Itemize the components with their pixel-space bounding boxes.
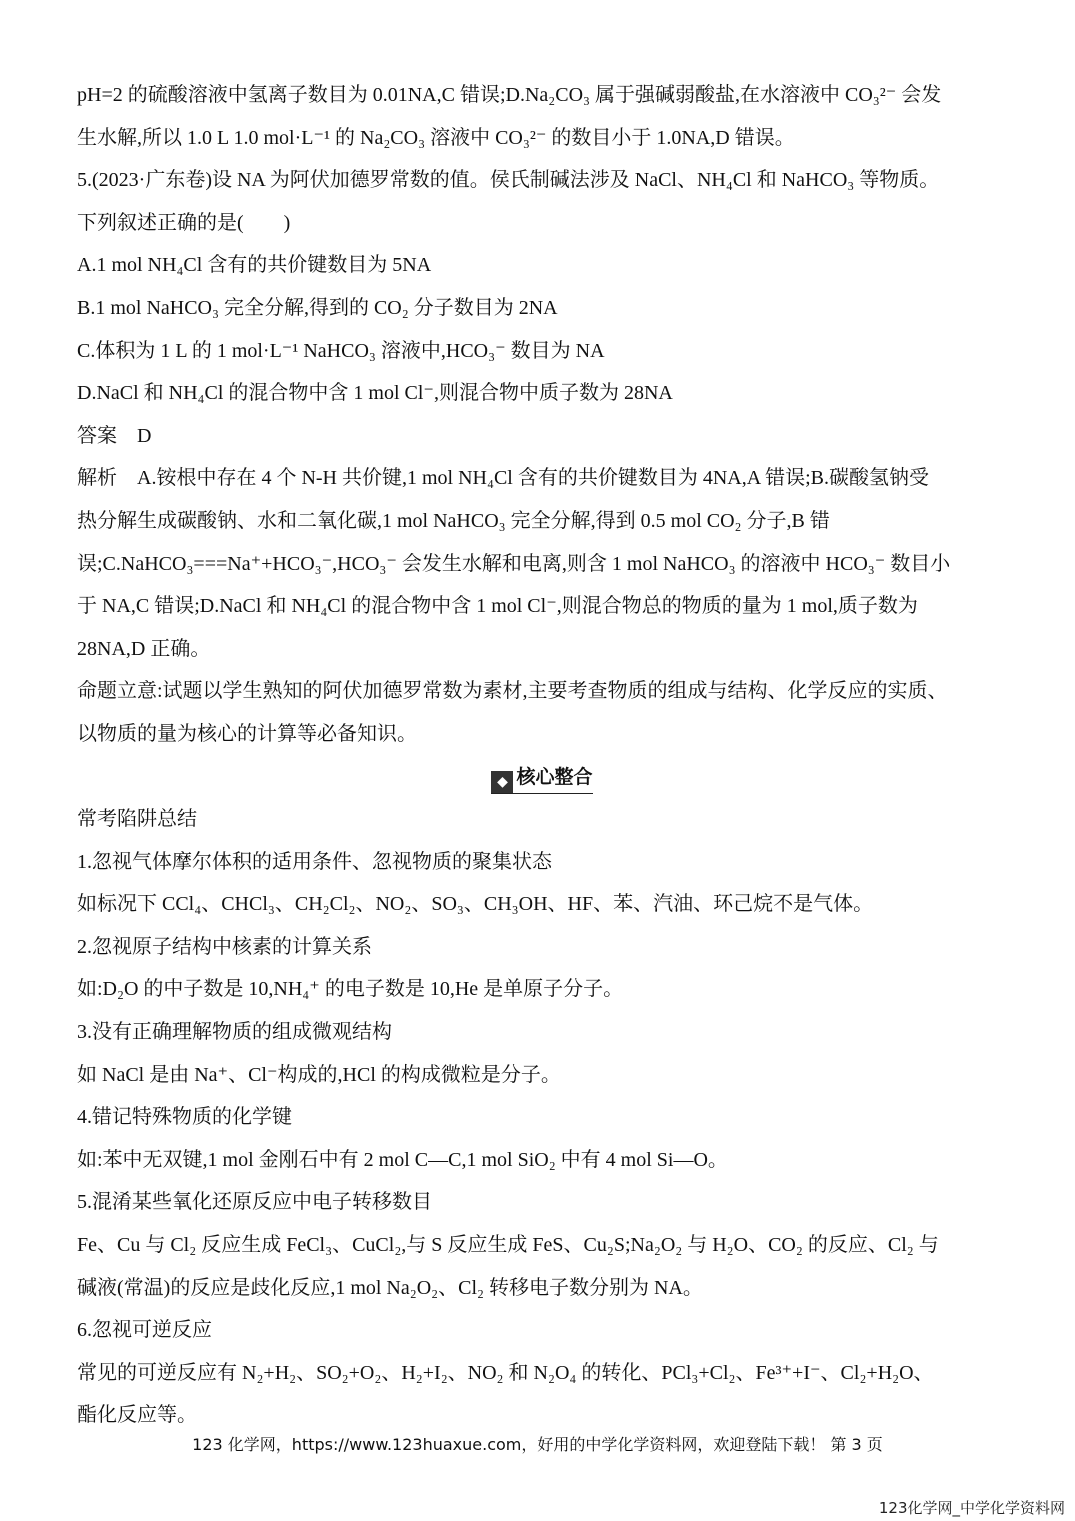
text-line: 生水解,所以 1.0 L 1.0 mol·L⁻¹ 的 Na₂CO₃ 溶液中 CO₃²⁻ 的数目小于 1.0NA,D 错误。 [77, 126, 795, 149]
point-text: 如:D₂O 的中子数是 10,NH₄⁺ 的电子数是 10,He 是单原子分子。 [77, 978, 624, 1001]
analysis: 解析 A.铵根中存在 4 个 N-H 共价键,1 mol NH₄Cl 含有的共价键数目为 4NA,A 错误;B.碳酸氢钠受 [77, 467, 929, 490]
text-line: pH=2 的硫酸溶液中氢离子数目为 0.01NA,C 错误;D.Na₂CO₃ 属于强碱弱酸盐,在水溶液中 CO₃²⁻ 会发 [77, 84, 942, 106]
analysis: 于 NA,C 错误;D.NaCl 和 NH₄Cl 的混合物中含 1 mol Cl⁻,则混合物总的物质的量为 1 mol,质子数为 [77, 595, 918, 618]
section-heading-box [491, 764, 592, 794]
watermark: 123化学网_中学化学资料网 [878, 1499, 1065, 1517]
point-text: 如 NaCl 是由 Na⁺、Cl⁻构成的,HCl 的构成微粒是分子。 [77, 1063, 561, 1086]
point-title: 6.忽视可逆反应 [77, 1319, 212, 1342]
question-stem: 5.(2023·广东卷)设 NA 为阿伏加德罗常数的值。侯氏制碱法涉及 NaCl、NH₄Cl 和 NaHCO₃ 等物质。 [77, 169, 940, 192]
intent: 命题立意:试题以学生熟知的阿伏加德罗常数为素材,主要考查物质的组成与结构、化学反应的实质、 [77, 680, 948, 703]
answer: 答案 D [77, 424, 152, 447]
point-title: 2.忽视原子结构中核素的计算关系 [77, 935, 372, 958]
section-title: 核心整合 [516, 765, 593, 788]
section-heading [77, 756, 1007, 799]
point-text: 碱液(常温)的反应是歧化反应,1 mol Na₂O₂、Cl₂ 转移电子数分别为 NA。 [77, 1276, 703, 1299]
point-title: 3.没有正确理解物质的组成微观结构 [77, 1021, 392, 1044]
point-title: 1.忽视气体摩尔体积的适用条件、忽视物质的聚集状态 [77, 850, 552, 873]
option-b: B.1 mol NaHCO₃ 完全分解,得到的 CO₂ 分子数目为 2NA [77, 296, 558, 319]
diamond-icon: ◆ [491, 771, 513, 793]
intent: 以物质的量为核心的计算等必备知识。 [77, 722, 417, 745]
option-c: C.体积为 1 L 的 1 mol·L⁻¹ NaHCO₃ 溶液中,HCO₃⁻ 数目为 NA [77, 339, 605, 362]
option-d: D.NaCl 和 NH₄Cl 的混合物中含 1 mol Cl⁻,则混合物中质子数为 28NA [77, 382, 673, 405]
analysis: 28NA,D 正确。 [77, 637, 211, 660]
point-text: 酯化反应等。 [77, 1404, 197, 1427]
document-body [77, 74, 1007, 1437]
page-footer: 123 化学网，https://www.123huaxue.com，好用的中学化学资料网，欢迎登陆下载！ 第 3 页 [192, 1435, 883, 1454]
point-text: 如:苯中无双键,1 mol 金刚石中有 2 mol C—C,1 mol SiO₂ 中有 4 mol Si—O。 [77, 1148, 728, 1171]
point-text: Fe、Cu 与 Cl₂ 反应生成 FeCl₃、CuCl₂,与 S 反应生成 FeS、Cu₂S;Na₂O₂ 与 H₂O、CO₂ 的反应、Cl₂ 与 [77, 1234, 939, 1257]
point-title: 5.混淆某些氧化还原反应中电子转移数目 [77, 1191, 432, 1214]
analysis: 热分解生成碳酸钠、水和二氧化碳,1 mol NaHCO₃ 完全分解,得到 0.5 mol CO₂ 分子,B 错 [77, 509, 830, 532]
point-text: 常见的可逆反应有 N₂+H₂、SO₂+O₂、H₂+I₂、NO₂ 和 N₂O₄ 的转化、PCl₃+Cl₂、Fe³⁺+I⁻、Cl₂+H₂O、 [77, 1361, 934, 1384]
point-title: 4.错记特殊物质的化学键 [77, 1106, 292, 1129]
subheading: 常考陷阱总结 [77, 808, 197, 831]
analysis: 误;C.NaHCO₃===Na⁺+HCO₃⁻,HCO₃⁻ 会发生水解和电离,则含 1 mol NaHCO₃ 的溶液中 HCO₃⁻ 数目小 [77, 552, 951, 575]
point-text: 如标况下 CCl₄、CHCl₃、CH₂Cl₂、NO₂、SO₃、CH₃OH、HF、苯、汽油、环己烷不是气体。 [77, 893, 874, 916]
option-a: A.1 mol NH₄Cl 含有的共价键数目为 5NA [77, 254, 432, 277]
question-stem: 下列叙述正确的是( ) [77, 211, 291, 234]
